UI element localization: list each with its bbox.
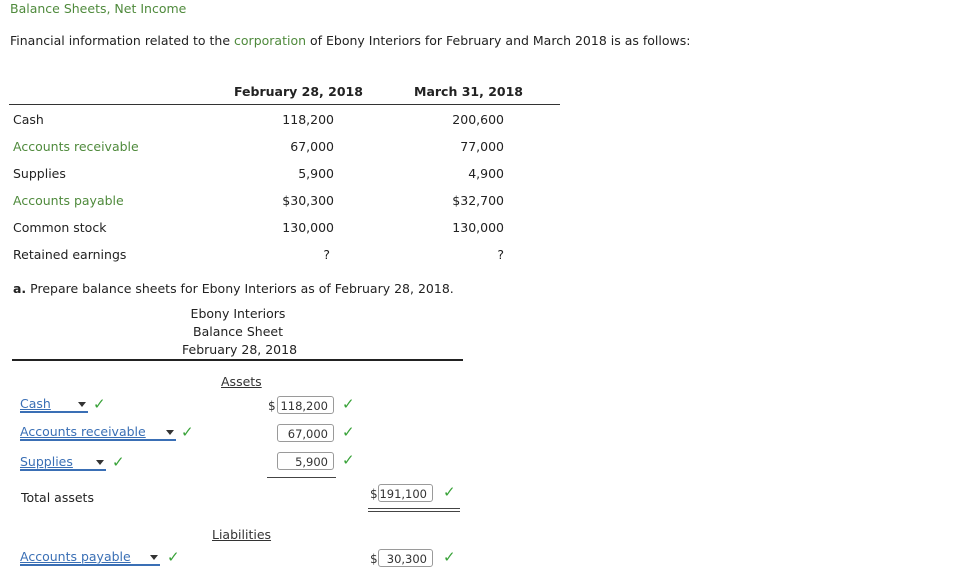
check-icon: ✓ xyxy=(112,453,125,471)
account-select-cash[interactable]: Cash xyxy=(20,397,88,413)
intro-text: Financial information related to the corporation of Ebony Interiors for February and March 2018 is as follows: xyxy=(10,33,691,48)
page-title: Balance Sheets, Net Income xyxy=(10,1,187,16)
account-select-accounts-payable[interactable]: Accounts payable xyxy=(20,550,160,566)
row-ap-mar: $32,700 xyxy=(452,193,504,208)
corporation-link[interactable]: corporation xyxy=(234,33,307,48)
row-supplies-feb: 5,900 xyxy=(298,166,334,181)
dollar-sign: $ xyxy=(370,487,378,501)
row-cash-feb: 118,200 xyxy=(282,112,334,127)
check-icon: ✓ xyxy=(342,451,355,469)
dollar-sign: $ xyxy=(268,399,276,413)
account-select-supplies[interactable]: Supplies xyxy=(20,455,106,471)
row-re-label: Retained earnings xyxy=(13,247,127,262)
check-icon: ✓ xyxy=(342,395,355,413)
header-mar: March 31, 2018 xyxy=(414,84,523,99)
amount-input-accounts-payable[interactable]: 30,300 xyxy=(378,549,433,567)
row-ar-label[interactable]: Accounts receivable xyxy=(13,139,139,154)
row-stock-mar: 130,000 xyxy=(452,220,504,235)
row-ap-feb: $30,300 xyxy=(282,193,334,208)
check-icon: ✓ xyxy=(443,548,456,566)
row-stock-feb: 130,000 xyxy=(282,220,334,235)
amount-input-accounts-receivable[interactable]: 67,000 xyxy=(277,424,334,442)
row-ar-feb: 67,000 xyxy=(290,139,334,154)
header-divider xyxy=(9,104,560,105)
amount-input-cash[interactable]: 118,200 xyxy=(277,396,334,414)
row-stock-label: Common stock xyxy=(13,220,107,235)
row-re-mar: ? xyxy=(497,247,504,262)
statement-date: February 28, 2018 xyxy=(182,342,298,357)
liabilities-heading: Liabilities xyxy=(212,527,272,542)
statement-company: Ebony Interiors xyxy=(190,306,286,321)
account-select-accounts-receivable[interactable]: Accounts receivable xyxy=(20,425,176,441)
chevron-down-icon xyxy=(78,402,86,407)
row-ap-label[interactable]: Accounts payable xyxy=(13,193,124,208)
row-cash-mar: 200,600 xyxy=(452,112,504,127)
check-icon: ✓ xyxy=(342,423,355,441)
statement-header-rule xyxy=(12,359,463,361)
row-ar-mar: 77,000 xyxy=(460,139,504,154)
assets-heading: Assets xyxy=(221,374,262,389)
check-icon: ✓ xyxy=(93,395,106,413)
header-feb: February 28, 2018 xyxy=(234,84,363,99)
row-re-feb: ? xyxy=(323,247,330,262)
amount-input-supplies[interactable]: 5,900 xyxy=(277,452,334,470)
row-supplies-label: Supplies xyxy=(13,166,66,181)
statement-name: Balance Sheet xyxy=(193,324,283,339)
question-prompt: a. Prepare balance sheets for Ebony Interiors as of February 28, 2018. xyxy=(13,281,454,296)
total-assets-input[interactable]: 191,100 xyxy=(378,484,433,502)
chevron-down-icon xyxy=(150,555,158,560)
subtotal-rule xyxy=(267,477,336,478)
chevron-down-icon xyxy=(96,460,104,465)
row-supplies-mar: 4,900 xyxy=(468,166,504,181)
check-icon: ✓ xyxy=(443,483,456,501)
chevron-down-icon xyxy=(166,430,174,435)
check-icon: ✓ xyxy=(181,423,194,441)
check-icon: ✓ xyxy=(167,548,180,566)
dollar-sign: $ xyxy=(370,552,378,566)
total-assets-label: Total assets xyxy=(21,490,94,505)
row-cash-label: Cash xyxy=(13,112,44,127)
total-double-rule-top xyxy=(368,508,460,509)
total-double-rule-bottom xyxy=(368,511,460,512)
